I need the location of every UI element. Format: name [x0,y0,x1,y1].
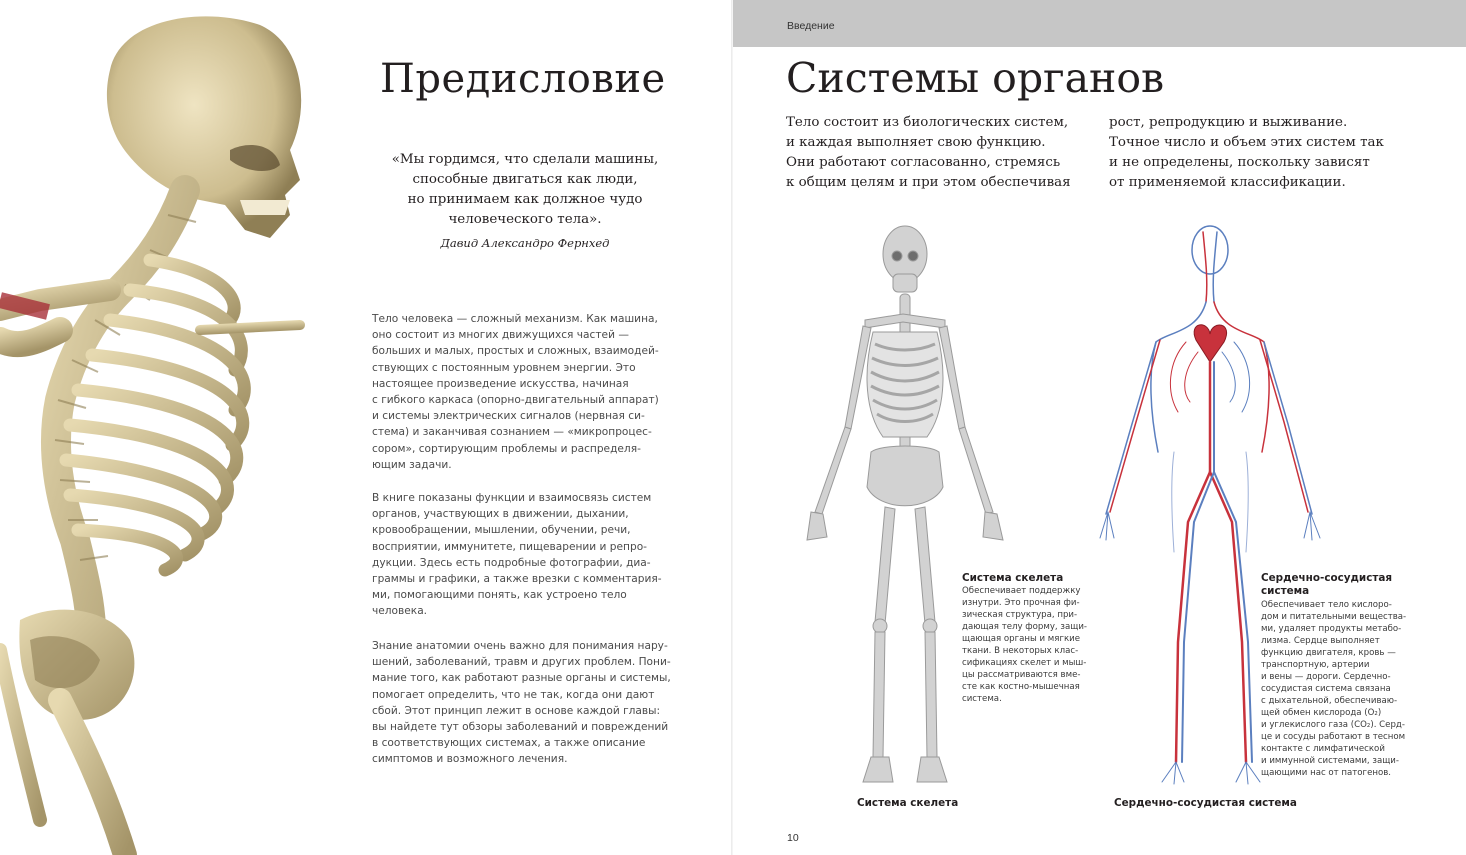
caption-line: функцию двигателя, кровь — [1261,648,1396,658]
section-label: Введение [787,20,835,32]
text-line: и системы электрических сигналов (нервная си- [372,410,645,423]
caption-line: сосудистая система связана [1261,684,1391,694]
text-line: ющим задачи. [372,458,452,471]
text-line: сбой. Этот принцип лежит в основе каждой главы: [372,704,661,717]
caption-line: и углекислого газа (CO₂). Серд- [1261,720,1405,730]
text-line: В книге показаны функции и взаимосвязь систем [372,492,652,504]
intro-column-right [1109,113,1384,193]
caption-line: ткани. В некоторых клас- [962,646,1079,656]
caption-title-line: Сердечно-сосудистая [1261,572,1393,584]
text-line: дукции. Здесь есть подробные фотографии, диа- [372,556,651,569]
caption-line: щающими нас от патогенов. [1261,768,1392,778]
skeleton-figure-label: Система скелета [857,797,959,809]
paragraph-anatomy-importance [372,638,674,768]
intro-line: и каждая выполняет свою функцию. [786,135,1046,150]
section-header-bar [733,0,1466,47]
text-line: симптомов и возможного лечения. [372,753,568,766]
text-line: шений, заболеваний, травм и других проблем. Пони- [372,656,671,669]
caption-line: транспортную, артерии [1261,660,1370,670]
text-line: оно состоит из многих движущихся частей — [372,329,629,342]
intro-line: Тело состоит из биологических систем, [786,115,1069,130]
caption-title-line: система [1261,585,1310,597]
text-line: стема) и заканчивая сознанием — «микропроцес- [372,426,652,439]
skeleton-side-photo [0,0,340,855]
caption-line: и вены — дороги. Сердечно- [1261,672,1391,682]
epigraph-line: способные двигаться как люди, [412,172,638,187]
text-line: помогает определить, что не так, когда они дают [372,688,655,701]
caption-line: цы рассматриваются вме- [962,670,1081,680]
caption-line: с дыхательной, обеспечиваю- [1261,696,1398,706]
caption-line: система. [962,694,1002,704]
text-line: вы найдете тут обзоры заболеваний и повреждений [372,721,669,734]
caption-line: контакте с лимфатической [1261,744,1385,754]
text-line: органов, участвующих в движении, дыхании, [372,508,629,521]
text-line: сором», сортирующим проблемы и распределя- [372,442,641,455]
text-line: настоящее произведение искусства, начиная [372,377,629,390]
intro-line: к общим целям и при этом обеспечивая [786,175,1071,190]
text-line: Тело человека — сложный механизм. Как машина, [372,313,658,325]
intro-line: Они работают согласованно, стремясь [786,155,1061,170]
epigraph-author: Давид Александро Фернхед [440,236,610,250]
skeleton-caption-title: Система скелета [962,572,1064,584]
caption-line: щей обмен кислорода (O₂) [1261,708,1382,718]
caption-line: изнутри. Это прочная фи- [962,598,1080,608]
epigraph-line: «Мы гордимся, что сделали машины, [391,152,659,167]
intro-column-left [786,113,1071,193]
intro-line: рост, репродукцию и выживание. [1109,115,1348,130]
text-line: ствующих с постоянным уровнем энергии. Это [372,361,636,374]
text-line: граммы и графики, а также врезки с комментария- [372,573,662,586]
page-number: 10 [787,832,799,844]
caption-line: и иммунной системами, защи- [1261,756,1399,766]
intro-line: Точное число и объем этих систем так [1109,135,1384,150]
cardio-caption-body [1261,599,1411,779]
cardio-figure-label: Сердечно-сосудистая система [1114,797,1297,809]
text-line: восприятии, иммунитете, пищеварении и репро- [372,540,647,553]
epigraph-line: но принимаем как должное чудо [407,192,643,207]
skeletal-system-illustration [793,222,1013,792]
text-line: Знание анатомии очень важно для понимания нару- [372,640,668,652]
skeleton-caption-body [962,585,1092,705]
caption-line: сификациях скелет и мыш- [962,658,1087,668]
intro-line: и не определены, поскольку зависят [1109,155,1370,170]
cardio-caption-title [1261,572,1401,598]
paragraph-intro [372,311,674,473]
epigraph-line: человеческого тела». [448,212,602,227]
text-line: с гибкого каркаса (опорно-двигательный аппарат) [372,394,659,407]
right-page [733,0,1466,855]
text-line: мание того, как работают разные органы и системы, [372,672,671,685]
text-line: больших и малых, простых и сложных, взаимодей- [372,345,659,358]
text-line: человека. [372,605,428,618]
text-line: ми, помогающими понять, как устроено тело [372,589,627,602]
caption-line: Обеспечивает тело кислоро- [1261,600,1392,610]
caption-line: лизма. Сердце выполняет [1261,636,1380,646]
caption-line: зическая структура, при- [962,610,1078,620]
text-line: кровообращении, мышлении, обучении, речи, [372,524,631,537]
paragraph-book-contents [372,490,674,620]
caption-line: ми, удаляет продукты метабо- [1261,624,1402,634]
caption-line: щающая органы и мягкие [962,634,1081,644]
caption-line: дающая телу форму, защи- [962,622,1088,632]
caption-line: сте как костно-мышечная [962,682,1080,692]
systems-title: Системы органов [786,54,1165,102]
intro-line: от применяемой классификации. [1109,175,1346,190]
caption-line: дом и питательными вещества- [1261,612,1407,622]
caption-line: це и сосуды работают в тесном [1261,732,1406,742]
epigraph-quote [370,150,680,230]
caption-line: Обеспечивает поддержку [962,586,1081,596]
text-line: в соответствующих системах, а также описание [372,737,646,750]
preface-title: Предисловие [380,56,666,102]
